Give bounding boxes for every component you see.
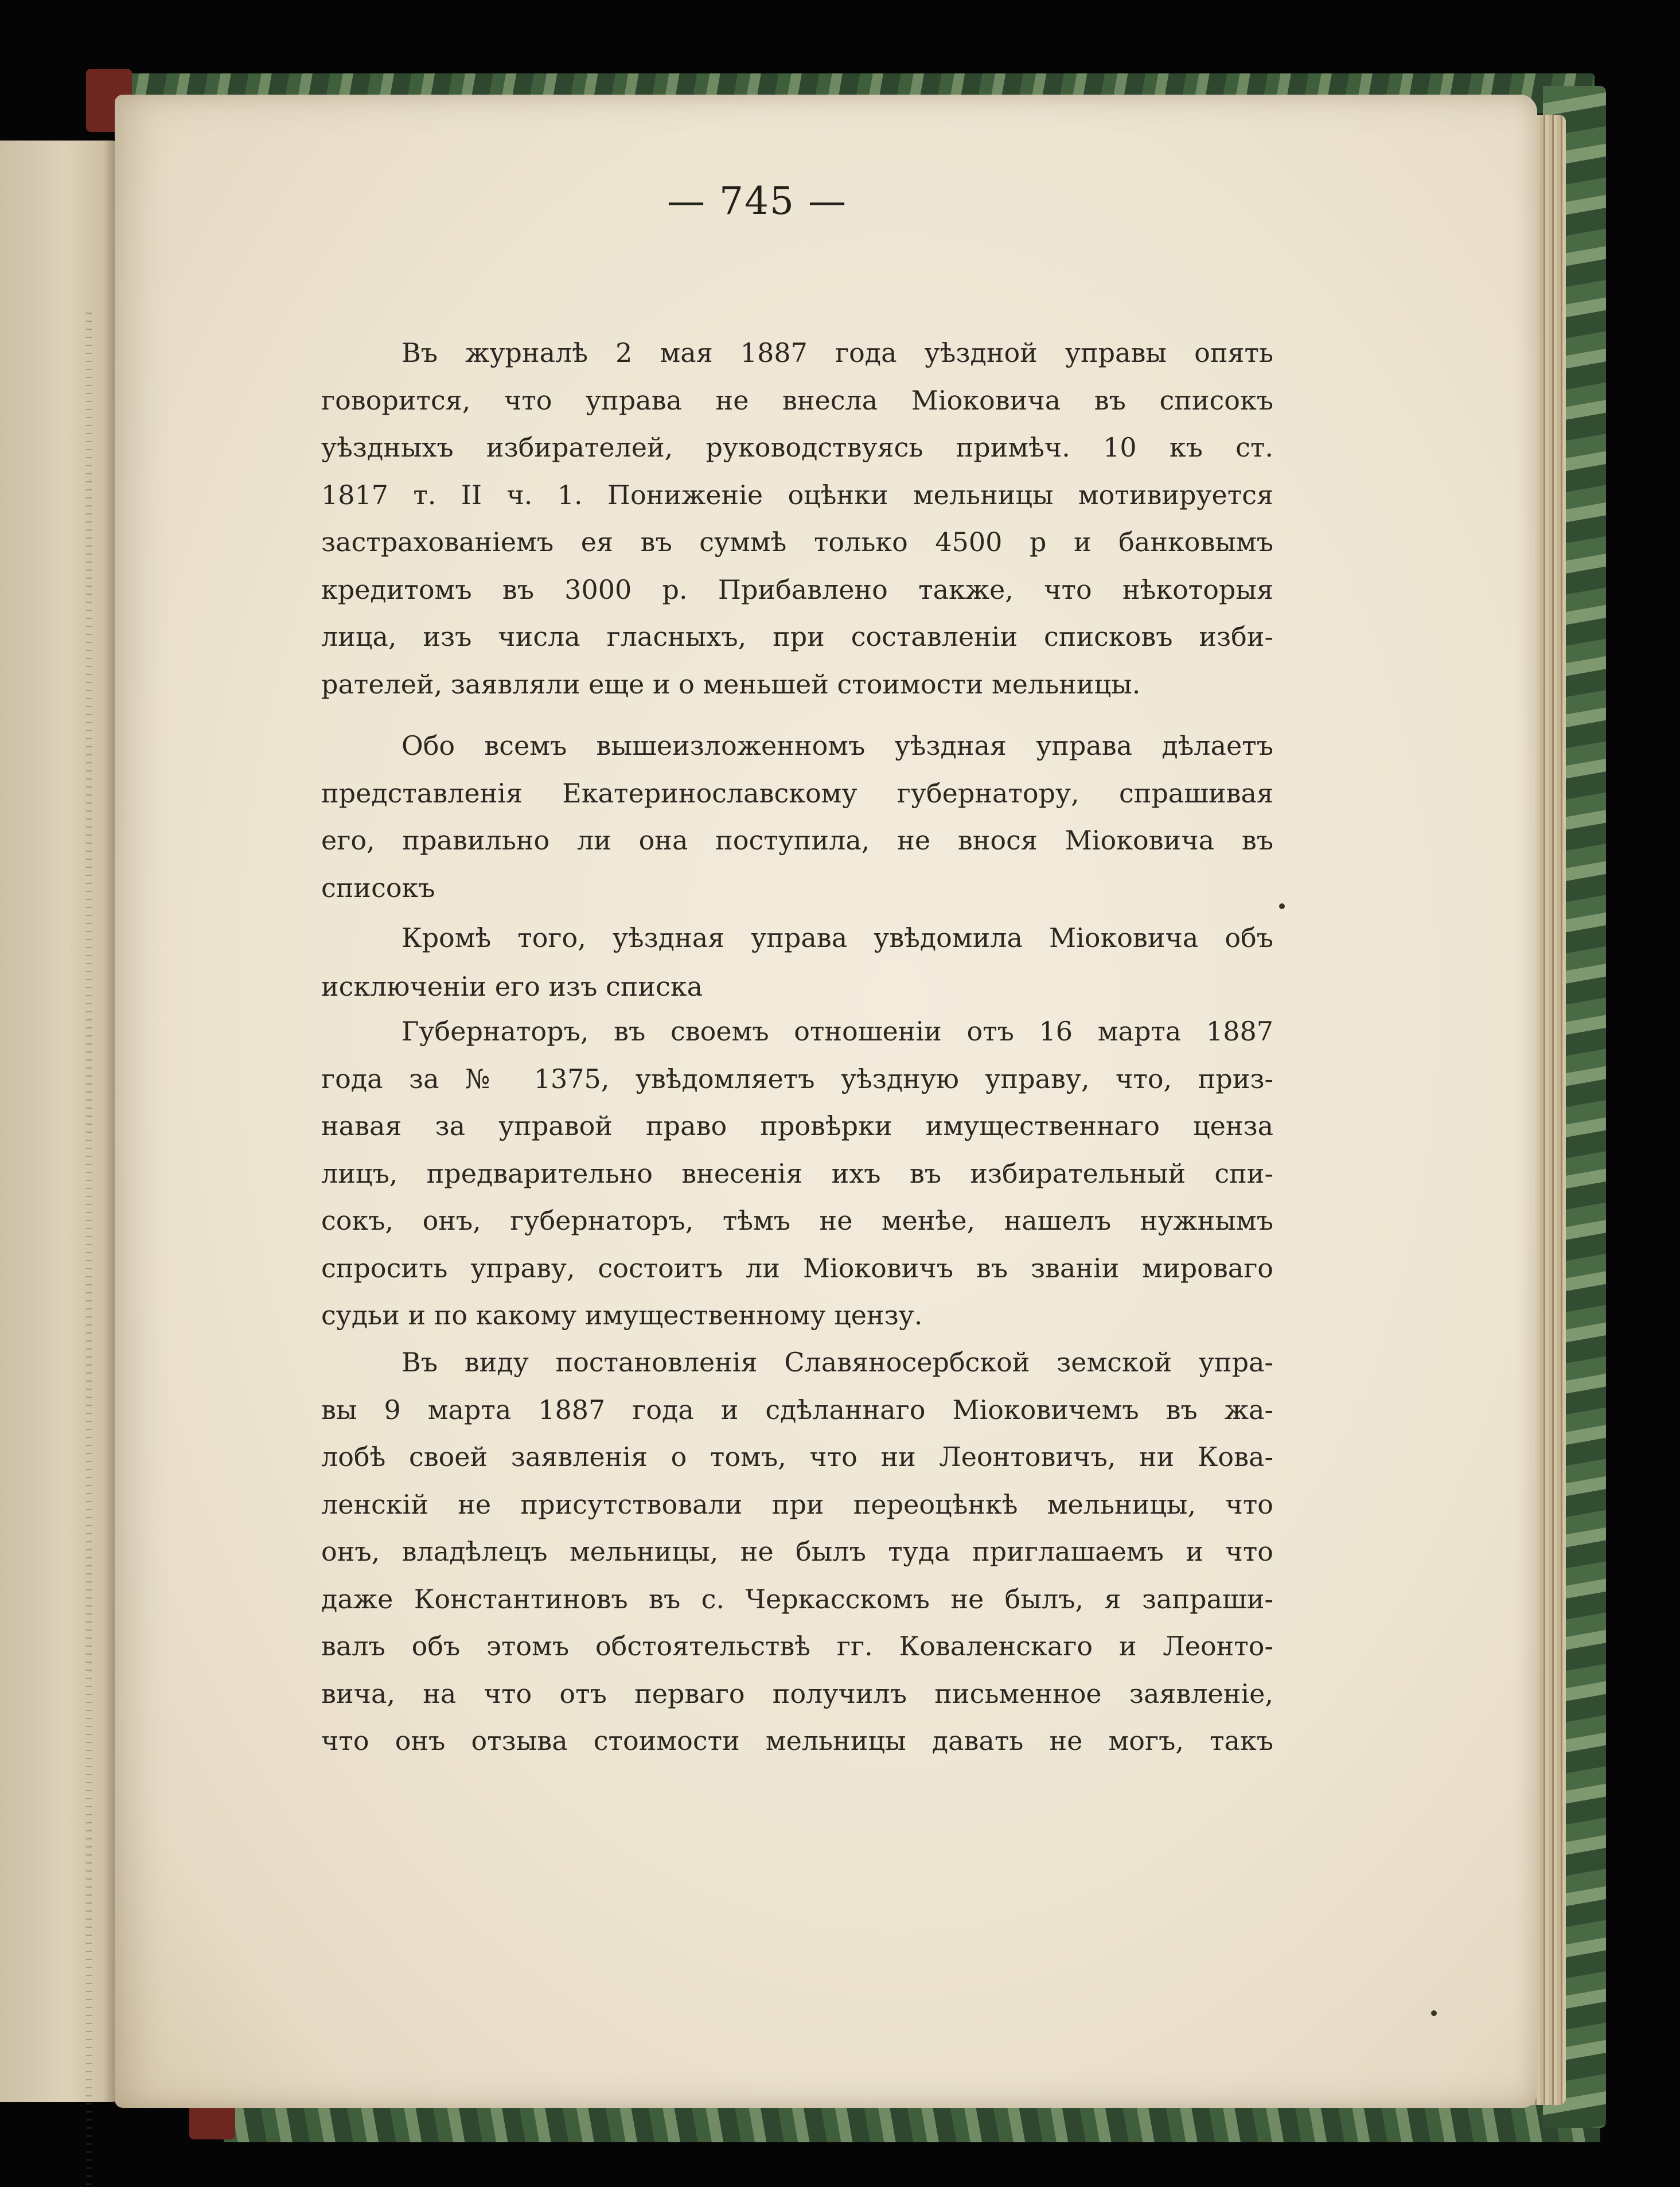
text-line: уѣздныхъ избирателей, руководствуясь примѣч. 10 къ ст. [321, 432, 1273, 463]
text-line: Губернаторъ, въ своемъ отношеніи отъ 16 марта 1887 [402, 1016, 1273, 1047]
text-line: Въ виду постановленія Славяносербской земской упра- [402, 1347, 1273, 1378]
facing-page-edge [86, 313, 92, 2187]
text-line: ленскій не присутствовали при переоцѣнкѣ мельницы, что [321, 1489, 1273, 1520]
text-line: вы 9 марта 1887 года и сдѣланнаго Міоковичемъ въ жа- [321, 1394, 1273, 1425]
text-line: его, правильно ли она поступила, не внося Міоковича въ [321, 825, 1273, 856]
text-line: Кромѣ того, уѣздная управа увѣдомила Міоковича объ [402, 922, 1273, 953]
text-line: Обо всемъ вышеизложенномъ уѣздная управа дѣлаетъ [402, 730, 1273, 761]
text-line: навая за управой право провѣрки имущественнаго ценза [321, 1110, 1273, 1141]
text-line: представленія Екатеринославскому губернатору, спрашивая [321, 778, 1273, 809]
text-line: кредитомъ въ 3000 р. Прибавлено также, что нѣкоторыя [321, 574, 1273, 605]
text-line: даже Константиновъ въ с. Черкасскомъ не былъ, я запраши- [321, 1584, 1273, 1615]
text-line: года за № 1375, увѣдомляетъ уѣздную управу, что, приз- [321, 1063, 1273, 1094]
text-line: онъ, владѣлецъ мельницы, не былъ туда приглашаемъ и что [321, 1536, 1273, 1567]
text-line: лобѣ своей заявленія о томъ, что ни Леонтовичъ, ни Кова- [321, 1441, 1273, 1472]
text-line: говорится, что управа не внесла Міоковича въ списокъ [321, 385, 1273, 416]
text-line: лицъ, предварительно внесенія ихъ въ избирательный спи- [321, 1158, 1273, 1189]
text-line: исключеніи его изъ списка [321, 971, 703, 1002]
text-line: списокъ [321, 872, 435, 903]
text-line: судьи и по какому имущественному цензу. [321, 1300, 923, 1331]
text-line: Въ журналѣ 2 мая 1887 года уѣздной управы опять [402, 337, 1273, 368]
page-speck [1431, 2010, 1437, 2016]
text-line: спросить управу, состоитъ ли Міоковичъ въ званіи мироваго [321, 1253, 1273, 1284]
text-line: что онъ отзыва стоимости мельницы давать не могъ, такъ [321, 1725, 1273, 1756]
text-line: валъ объ этомъ обстоятельствѣ гг. Коваленскаго и Леонто- [321, 1631, 1273, 1662]
facing-page-left [0, 141, 122, 2102]
page-speck [1279, 903, 1285, 909]
text-line: рателей, заявляли еще и о меньшей стоимости мельницы. [321, 669, 1141, 700]
page-number: — 745 — [667, 179, 847, 223]
text-line: застрахованіемъ ея въ суммѣ только 4500 р и банковымъ [321, 527, 1273, 558]
text-line: вича, на что отъ перваго получилъ письменное заявленіе, [321, 1678, 1273, 1709]
text-line: сокъ, онъ, губернаторъ, тѣмъ не менѣе, нашелъ нужнымъ [321, 1205, 1273, 1236]
text-line: 1817 т. II ч. 1. Пониженіе оцѣнки мельницы мотивируется [321, 479, 1273, 510]
text-line: лица, изъ числа гласныхъ, при составленіи списковъ изби- [321, 621, 1273, 652]
